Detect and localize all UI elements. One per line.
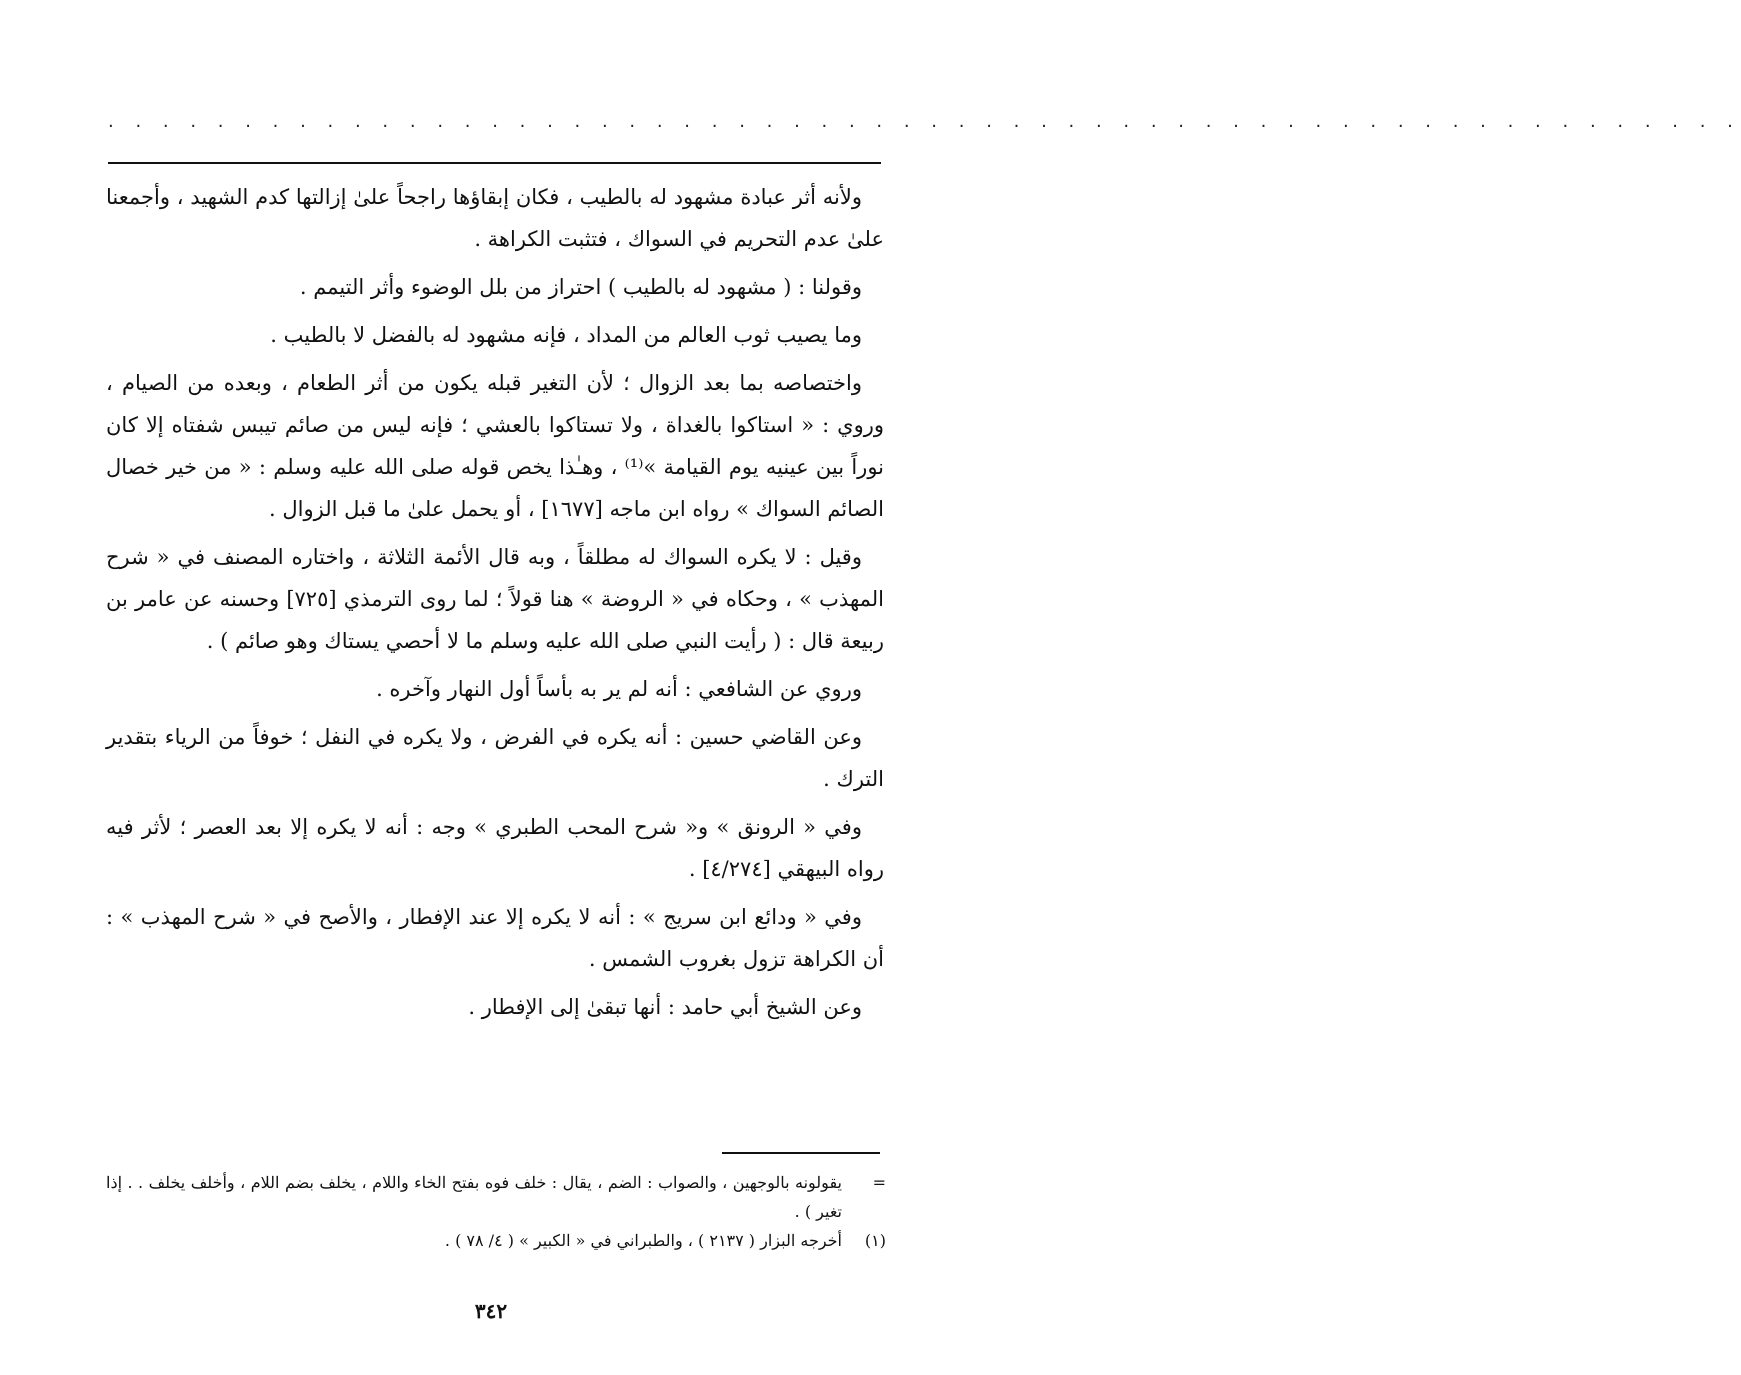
footnote-separator <box>722 1152 880 1154</box>
paragraph: وعن الشيخ أبي حامد : أنها تبقىٰ إلى الإفطار . <box>468 995 862 1019</box>
header-rule <box>108 162 881 164</box>
footnotes <box>106 1168 886 1255</box>
footnote-text: أخرجه البزار ( ٢١٣٧ ) ، والطبراني في « الكبير » ( ٤/ ٧٨ ) . <box>444 1231 842 1250</box>
paragraph: وقيل : لا يكره السواك له مطلقاً ، وبه قال الأئمة الثلاثة ، واختاره المصنف في « شرح المهذب » ، وحكاه في « الروضة » هنا قولاً ؛ لما روى الترمذي [٧٢٥] وحسنه عن عامر بن ربيعة قال : ( رأيت النبي صلى الله عليه وسلم ما لا أحصي يستاك وهو صائم ) . <box>106 545 884 653</box>
running-head-dots: . . . . . . . . . . . . . . . . . . . . . . . . . . . . . . . . . . . . . . . . . . . . . . . . . . . . . . . . . . . . <box>108 111 1741 132</box>
paragraph: وما يصيب ثوب العالم من المداد ، فإنه مشهود له بالفضل لا بالطيب . <box>270 323 862 347</box>
paragraph: ولأنه أثر عبادة مشهود له بالطيب ، فكان إبقاؤها راجحاً علىٰ إزالتها كدم الشهيد ، وأجمعنا علىٰ عدم التحريم في السواك ، فتثبت الكراهة . <box>106 185 884 251</box>
main-text <box>106 176 884 1034</box>
footnote <box>106 1168 886 1226</box>
footnote-marker: (١) <box>864 1231 886 1250</box>
footnote <box>106 1226 886 1255</box>
footnote-marker: = <box>872 1173 886 1192</box>
footnote-text: يقولونه بالوجهين ، والصواب : الضم ، يقال : خلف فوه بفتح الخاء واللام ، يخلف بضم اللام ، وأخلف يخلف . . إذا تغير ) . <box>106 1173 842 1221</box>
paragraph: وفي « ودائع ابن سريج » : أنه لا يكره إلا عند الإفطار ، والأصح في « شرح المهذب » : أن الكراهة تزول بغروب الشمس . <box>106 905 884 971</box>
paragraph: واختصاصه بما بعد الزوال ؛ لأن التغير قبله يكون من أثر الطعام ، وبعده من الصيام ، وروي : « استاكوا بالغداة ، ولا تستاكوا بالعشي ؛ فإنه ليس من صائم تيبس شفتاه إلا كان نوراً بين عينيه يوم القيامة »⁽¹⁾ ، وهـٰذا يخص قوله صلى الله عليه وسلم : « من خير خصال الصائم السواك » رواه ابن ماجه [١٦٧٧] ، أو يحمل علىٰ ما قبل الزوال . <box>106 371 885 521</box>
paragraph: وفي « الرونق » و« شرح المحب الطبري » وجه : أنه لا يكره إلا بعد العصر ؛ لأثر فيه رواه البيهقي [٤/٢٧٤] . <box>106 815 884 881</box>
paragraph: وروي عن الشافعي : أنه لم ير به بأساً أول النهار وآخره . <box>376 677 862 701</box>
paragraph: وعن القاضي حسين : أنه يكره في الفرض ، ولا يكره في النفل ؛ خوفاً من الرياء بتقدير الترك . <box>106 725 884 791</box>
paragraph: وقولنا : ( مشهود له بالطيب ) احتراز من بلل الوضوء وأثر التيمم . <box>299 275 862 299</box>
page-number: ٣٤٢ <box>474 1299 508 1323</box>
